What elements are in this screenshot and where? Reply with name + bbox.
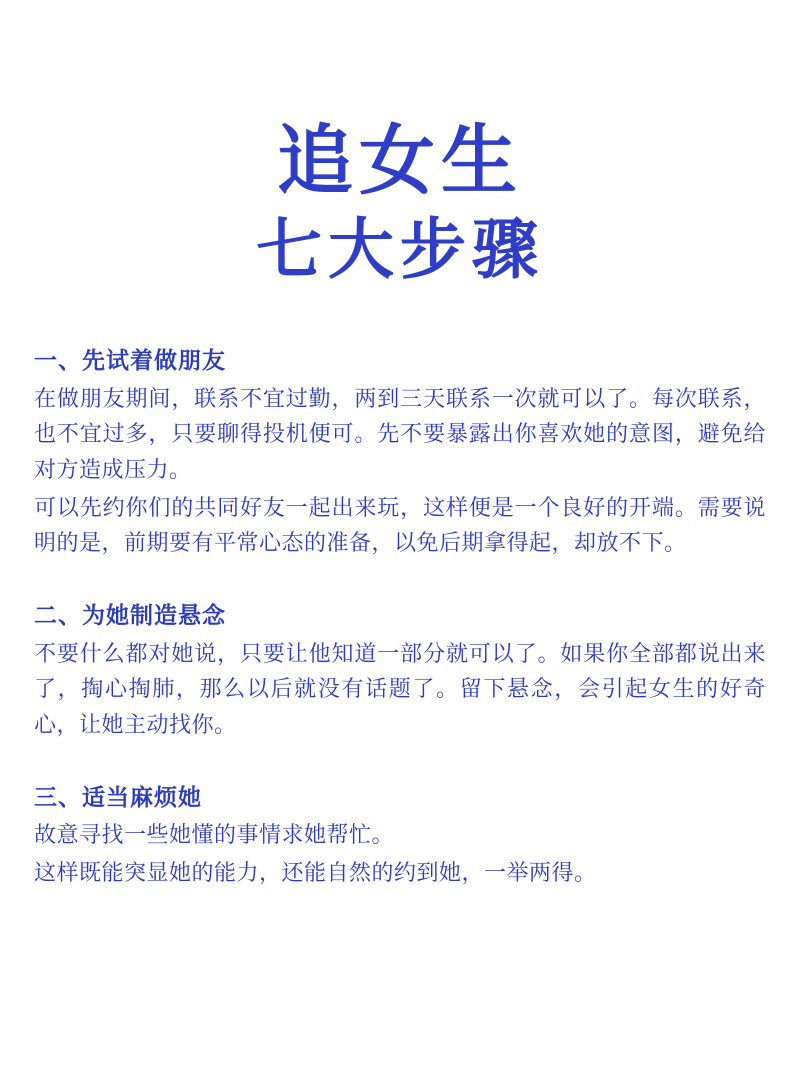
section-heading: 一、先试着做朋友 [34, 348, 226, 375]
section-two [34, 598, 766, 744]
title-line-2: 七大步骤 [256, 211, 544, 289]
section-paragraph: 不要什么都对她说，只要让他知道一部分就可以了。如果你全部都说出来了，掏心掏肺，那么以后就没有话题了。留下悬念，会引起女生的好奇心，让她主动找你。 [34, 641, 766, 738]
page-title [34, 0, 766, 287]
section-one [34, 343, 766, 562]
section-paragraph: 故意寻找一些她懂的事情求她帮忙。 [34, 823, 395, 849]
title-line-1: 追女生 [277, 116, 523, 205]
content-body [34, 343, 766, 892]
section-heading: 二、为她制造悬念 [34, 602, 226, 629]
section-paragraph: 这样既能突显她的能力，还能自然的约到她，一举两得。 [34, 861, 597, 887]
section-three [34, 780, 766, 892]
section-paragraph: 在做朋友期间，联系不宜过勤，两到三天联系一次就可以了。每次联系，也不宜过多，只要聊得投机便可。先不要暴露出你喜欢她的意图，避免给对方造成压力。 [34, 386, 766, 484]
section-paragraph: 可以先约你们的共同好友一起出来玩，这样便是一个良好的开端。需要说明的是，前期要有平常心态的准备，以免后期拿得起，却放不下。 [34, 495, 766, 557]
section-heading: 三、适当麻烦她 [34, 784, 202, 811]
